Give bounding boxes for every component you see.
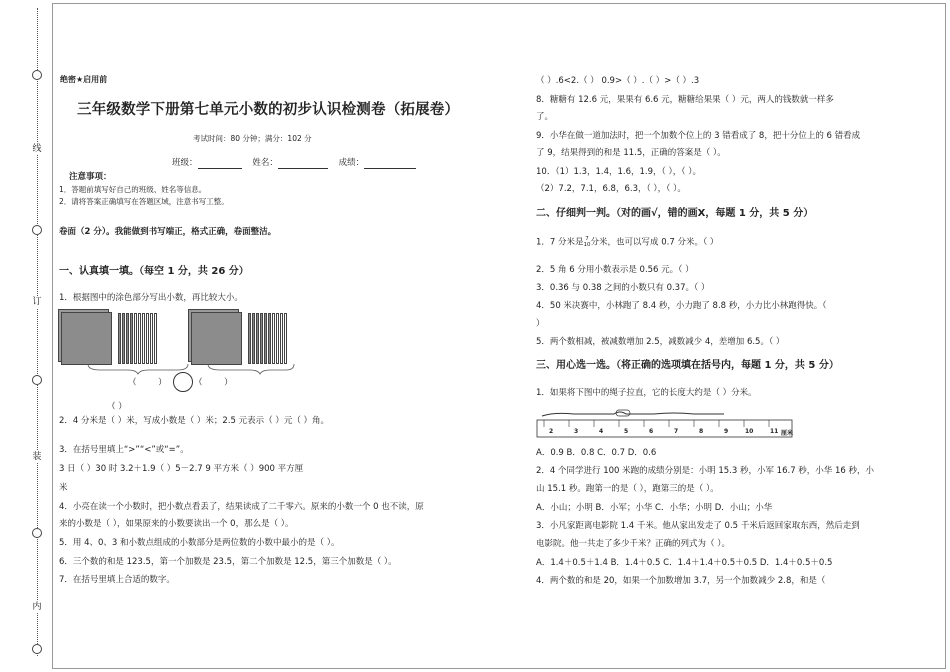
tenth-strip	[150, 313, 153, 364]
choice-1-options: A．0.9 B．0.8 C．0.7 D．0.6	[536, 448, 657, 458]
fraction-7-10	[584, 236, 591, 248]
choice-2-line-a: 2．4 个同学进行 100 米跑的成绩分别是：小明 15.3 秒，小军 16.7 秒，小华 16 秒，小	[536, 466, 875, 476]
q3-line-cont: 米	[59, 483, 68, 493]
neatness-line: 卷面（2 分）。我能做到书写端正，格式正确，卷面整洁。	[59, 227, 277, 237]
class-field[interactable]	[198, 159, 242, 169]
judge-4: 4．50 米决赛中，小林跑了 8.4 秒，小力跑了 8.8 秒，小力比小林跑得快。（	[536, 301, 827, 311]
ruler-tick-label: 6	[649, 428, 654, 435]
ruler-tick-label: 5	[624, 428, 629, 435]
ruler-tick-label: 7	[674, 428, 679, 435]
section2-heading: 二、仔细判一判。（对的画√，错的画Ⅹ，每题 1 分，共 5 分）	[536, 208, 814, 219]
shaded-square	[61, 312, 112, 365]
tenth-strip	[138, 313, 141, 364]
q1-compare-right: （ ）	[194, 378, 233, 388]
judge-2: 2．5 角 6 分用小数表示是 0.56 元。（ ）	[536, 265, 694, 275]
tenth-strip	[264, 313, 267, 364]
fraction-numerator: 7	[585, 236, 589, 242]
q9-line-a: 9．小华在做一道加法时，把一个加数个位上的 3 错看成了 8，把十分位上的 6 错看成	[536, 131, 861, 141]
gutter-char-ding: 订	[32, 297, 42, 307]
info-fields	[172, 157, 416, 169]
name-label: 姓名：	[252, 158, 278, 168]
tenth-strip	[268, 313, 271, 364]
q2-text: 2．4 分米是（ ）米，写成小数是（ ）米；2.5 元表示（ ）元（ ）角。	[59, 416, 330, 426]
class-label: 班级：	[172, 158, 198, 168]
section3-heading: 三、用心选一选。（将正确的选项填在括号内，每题 1 分，共 5 分）	[536, 360, 839, 371]
compare-circle[interactable]	[173, 372, 193, 392]
choice-3-options: A．1.4＋0.5＋1.4 B．1.4＋0.5 C．1.4＋1.4＋0.5＋0.5 D．1.4＋0.5＋0.5	[536, 558, 833, 568]
q10-line-b: （2）7.2，7.1，6.8，6.3，（ ），（ ）。	[536, 184, 686, 194]
tenth-strip	[122, 313, 125, 364]
tenth-strip	[280, 313, 283, 364]
gutter-circle	[32, 70, 42, 80]
secret-mark: 绝密★启用前	[60, 75, 108, 84]
choice-4-text: 4．两个数的和是 20，如果一个加数增加 3.7，另一个加数减少 2.8，和是（	[536, 576, 826, 586]
choice-2-options: A．小山；小明 B．小军；小华 C．小华；小明 D．小山；小华	[536, 503, 773, 513]
q7-text: 7．在括号里填上合适的数字。	[59, 575, 175, 585]
q9-line-b: 了 9，结果得到的和是 11.5，正确的答案是（ ）。	[536, 148, 726, 158]
q7-line: （ ）.6<2.（ ） 0.9>（ ）.（ ）>（ ）.3	[536, 76, 700, 86]
section1-heading: 一、认真填一填。（每空 1 分，共 26 分）	[59, 266, 249, 277]
j1-post: 分米，也可以写成 0.7 分米。（ ）	[590, 237, 719, 248]
gutter-char-nei: 内	[32, 602, 42, 612]
gutter-circle	[32, 528, 42, 538]
ruler-tick-label: 10	[745, 428, 754, 435]
gutter-char-xian: 线	[32, 144, 42, 154]
tenth-strip	[276, 313, 279, 364]
tenth-strip	[248, 313, 251, 364]
tenth-strip	[134, 313, 137, 364]
choice-2-line-b: 山 15.1 秒。跑第一的是（ ），跑第三的是（ ）。	[536, 484, 719, 494]
judge-1	[536, 236, 718, 249]
ruler-figure	[534, 408, 796, 440]
rope-line	[542, 412, 724, 416]
q6-text: 6．三个数的和是 123.5，第一个加数是 23.5，第二个加数是 12.5，第三个加数是（ ）。	[59, 557, 397, 567]
tenth-strip	[118, 313, 121, 364]
q1-compare-left: （ ）	[128, 378, 167, 388]
gutter-circle	[32, 375, 42, 385]
q3-text: 3．在括号里填上“>”“<”或“=”。	[59, 445, 189, 455]
score-field[interactable]	[364, 159, 416, 169]
judge-5: 5．两个数相减，被减数增加 2.5，减数减少 4，差增加 6.5。（ ）	[536, 337, 785, 347]
q8-cont: 了。	[536, 112, 554, 122]
score-label: 成绩：	[338, 158, 365, 168]
ruler-tick-label: 3	[574, 428, 579, 435]
q10-line-a: 10．（1）1.3，1.4，1.6，1.9，（ ），（ ）。	[536, 167, 701, 177]
ruler-tick-label: 2	[549, 428, 554, 435]
tenth-strip	[142, 313, 145, 364]
q2-top-blank: （ ）	[107, 402, 127, 412]
name-field[interactable]	[278, 159, 328, 169]
note-item: 1．答题前填写好自己的班级、姓名等信息。	[59, 185, 207, 194]
tenth-strip	[154, 313, 157, 364]
choice-3-line-b: 电影院。他一共走了多少千米？正确的列式为（ ）。	[536, 539, 730, 549]
q3-line: 3 日（ ）30 时 3.2＋1.9（ ）5－2.7 9 平方米（ ）900 平方厘	[59, 464, 304, 474]
gutter-char-zhuang: 装	[32, 452, 42, 462]
tenth-strip	[272, 313, 275, 364]
gutter-dotted-line	[37, 8, 38, 656]
q1-text: 1．根据图中的涂色部分写出小数，再比较大小。	[59, 293, 243, 303]
ruler-tick-label: 4	[599, 428, 604, 435]
judge-4-cont: ）	[536, 319, 545, 329]
ruler-unit-label: 厘米	[781, 430, 794, 437]
q5-text: 5．用 4、0、3 和小数点组成的小数部分是两位数的小数中最小的是（ ）。	[59, 538, 340, 548]
q8-text: 8．糖糖有 12.6 元，果果有 6.6 元，糖糖给果果（ ）元，两人的钱数就一样多	[536, 95, 834, 105]
exam-info: 考试时间：80 分钟；满分：102 分	[193, 134, 312, 143]
binding-gutter	[0, 0, 50, 672]
ruler-tick-label: 9	[724, 428, 729, 435]
tenth-strip	[284, 313, 287, 364]
ruler-tick-label: 8	[699, 428, 704, 435]
note-item: 2．请将答案正确填写在答题区域，注意书写工整。	[59, 197, 229, 206]
choice-3-line-a: 3．小凡家距离电影院 1.4 千米。他从家出发走了 0.5 千米后返回家取东西，然后走到	[536, 521, 860, 531]
gutter-circle	[32, 644, 42, 654]
j1-pre: 1．7 分米是	[536, 237, 584, 248]
tenth-strip	[146, 313, 149, 364]
choice-1: 1．如果将下图中的绳子拉直，它的长度大约是（ ）分米。	[536, 388, 757, 398]
shaded-square	[191, 312, 242, 365]
gutter-circle	[32, 225, 42, 235]
q4-line-b: 来的小数是（ ），如果原来的小数要读出一个 0，那么是（ ）。	[59, 519, 294, 529]
q4-line-a: 4．小亮在读一个小数时，把小数点看丢了，结果读成了二千零六。原来的小数一个 0 也不读，原	[59, 502, 424, 512]
fraction-denominator: 10	[583, 242, 591, 248]
judge-3: 3．0.36 与 0.38 之间的小数只有 0.37。（ ）	[536, 283, 710, 293]
tenth-strip	[130, 313, 133, 364]
tenth-strip	[260, 313, 263, 364]
page-title: 三年级数学下册第七单元小数的初步认识检测卷（拓展卷）	[77, 102, 460, 118]
tenth-strip	[256, 313, 259, 364]
tenth-strip	[252, 313, 255, 364]
notes-heading: 注意事项：	[69, 172, 112, 182]
tenth-strip	[126, 313, 129, 364]
ruler-tick-label: 11	[770, 428, 779, 435]
